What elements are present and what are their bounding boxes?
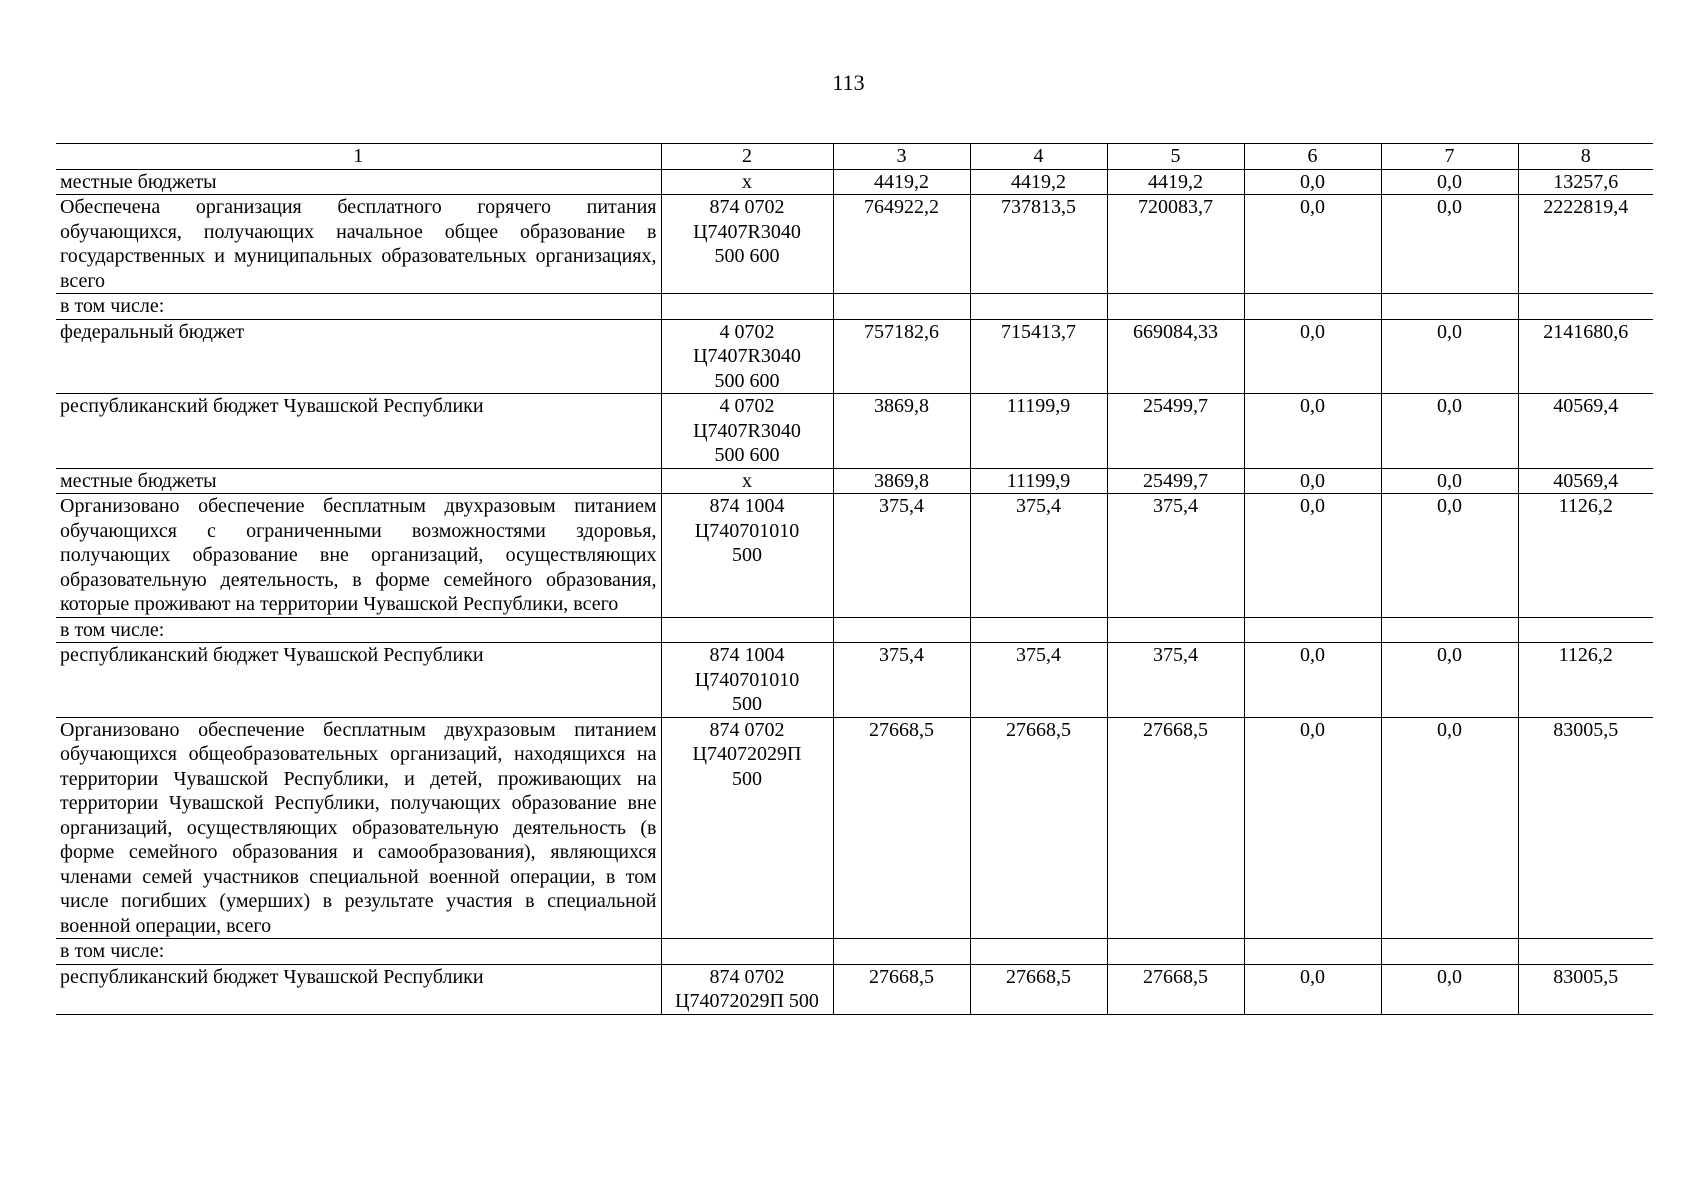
row-value-col-5: 25499,7 <box>1107 468 1244 494</box>
row-value-col-7: 0,0 <box>1381 717 1518 939</box>
budget-code-line: 874 0702 <box>709 965 785 988</box>
row-value-col-5: 4419,2 <box>1107 169 1244 195</box>
header-row <box>56 144 1653 170</box>
row-value-col-6 <box>1244 939 1381 965</box>
row-value-col-4: 4419,2 <box>970 169 1107 195</box>
table-row <box>56 494 1653 618</box>
budget-code-line: Ц740701010 <box>694 519 800 542</box>
budget-code-line: 874 0702 <box>709 196 785 218</box>
table-row <box>56 394 1653 469</box>
budget-code-line: 874 1004 <box>709 495 785 517</box>
row-value-col-4: 375,4 <box>970 643 1107 718</box>
row-description: Организовано обеспечение бесплатным двухразовым питанием обучающихся с ограниченными возможностями здоровья, получающих образование вне организаций, осуществляющих образовательную деятельность, в форме семейного образования, которые проживают на территории Чувашской Республики, всего <box>56 494 661 618</box>
row-value-col-7: 0,0 <box>1381 169 1518 195</box>
row-description: местные бюджеты <box>56 169 661 195</box>
row-value-col-6: 0,0 <box>1244 964 1381 1014</box>
budget-table <box>56 143 1653 1015</box>
column-header: 3 <box>833 144 970 170</box>
row-budget-code <box>661 195 833 294</box>
row-budget-code <box>661 494 833 618</box>
row-value-col-3: 375,4 <box>833 494 970 618</box>
row-value-col-8 <box>1518 939 1653 965</box>
row-value-col-6: 0,0 <box>1244 468 1381 494</box>
budget-code-line: Ц7407R3040 <box>693 419 801 442</box>
row-value-col-5: 375,4 <box>1107 643 1244 718</box>
column-header: 7 <box>1381 144 1518 170</box>
row-value-col-7 <box>1381 939 1518 965</box>
row-value-col-6: 0,0 <box>1244 394 1381 469</box>
row-value-col-5: 27668,5 <box>1107 964 1244 1014</box>
row-description: республиканский бюджет Чувашской Республики <box>56 964 661 1014</box>
row-value-col-3 <box>833 939 970 965</box>
row-value-col-8: 83005,5 <box>1518 717 1653 939</box>
table-row <box>56 294 1653 320</box>
row-description: местные бюджеты <box>56 468 661 494</box>
budget-code-line: Ц7407R3040 <box>693 345 801 367</box>
table-row <box>56 643 1653 718</box>
row-value-col-4: 737813,5 <box>970 195 1107 294</box>
row-value-col-8: 40569,4 <box>1518 468 1653 494</box>
row-value-col-6: 0,0 <box>1244 195 1381 294</box>
row-value-col-7: 0,0 <box>1381 643 1518 718</box>
column-header: 2 <box>661 144 833 170</box>
row-value-col-8: 1126,2 <box>1518 494 1653 618</box>
row-value-col-3: 27668,5 <box>833 717 970 939</box>
row-description: в том числе: <box>56 617 661 643</box>
row-value-col-6: 0,0 <box>1244 169 1381 195</box>
row-value-col-3: 4419,2 <box>833 169 970 195</box>
row-budget-code <box>661 717 833 939</box>
row-value-col-8: 83005,5 <box>1518 964 1653 1014</box>
table-row <box>56 468 1653 494</box>
budget-code-line: 874 0702 <box>709 718 785 741</box>
row-value-col-4: 11199,9 <box>970 394 1107 469</box>
row-value-col-5: 25499,7 <box>1107 394 1244 469</box>
row-value-col-7: 0,0 <box>1381 394 1518 469</box>
row-value-col-6: 0,0 <box>1244 717 1381 939</box>
row-value-col-3: 757182,6 <box>833 319 970 394</box>
row-value-col-7: 0,0 <box>1381 319 1518 394</box>
row-value-col-4 <box>970 939 1107 965</box>
budget-code-line: 500 <box>732 693 762 715</box>
row-budget-code <box>661 939 833 965</box>
table-row <box>56 939 1653 965</box>
row-value-col-5: 375,4 <box>1107 494 1244 618</box>
row-value-col-5 <box>1107 939 1244 965</box>
row-value-col-3: 764922,2 <box>833 195 970 294</box>
table-row <box>56 169 1653 195</box>
row-description: республиканский бюджет Чувашской Республики <box>56 394 661 469</box>
row-value-col-4: 11199,9 <box>970 468 1107 494</box>
budget-code-line: 500 600 <box>714 444 780 466</box>
row-value-col-3: 3869,8 <box>833 468 970 494</box>
row-value-col-5 <box>1107 617 1244 643</box>
budget-code-line: х <box>742 170 752 193</box>
column-header: 6 <box>1244 144 1381 170</box>
budget-code-line: Ц74072029П 500 <box>675 990 819 1012</box>
budget-code-line: 500 600 <box>714 245 780 267</box>
column-header: 1 <box>56 144 661 170</box>
row-budget-code <box>661 169 833 195</box>
row-budget-code <box>661 294 833 320</box>
row-value-col-6: 0,0 <box>1244 494 1381 618</box>
row-value-col-4 <box>970 617 1107 643</box>
row-budget-code <box>661 319 833 394</box>
row-budget-code <box>661 964 833 1014</box>
row-value-col-8: 2222819,4 <box>1518 195 1653 294</box>
row-value-col-6 <box>1244 294 1381 320</box>
row-value-col-8 <box>1518 617 1653 643</box>
row-value-col-7: 0,0 <box>1381 964 1518 1014</box>
row-value-col-7: 0,0 <box>1381 468 1518 494</box>
row-value-col-8: 2141680,6 <box>1518 319 1653 394</box>
row-value-col-8: 40569,4 <box>1518 394 1653 469</box>
budget-code-line: Ц7407R3040 <box>693 220 801 243</box>
row-value-col-3: 3869,8 <box>833 394 970 469</box>
row-budget-code <box>661 617 833 643</box>
row-value-col-4: 715413,7 <box>970 319 1107 394</box>
row-value-col-3 <box>833 294 970 320</box>
table-row <box>56 617 1653 643</box>
row-value-col-6: 0,0 <box>1244 643 1381 718</box>
budget-code-line: 874 1004 <box>709 644 785 666</box>
table-row <box>56 717 1653 939</box>
row-value-col-5: 27668,5 <box>1107 717 1244 939</box>
row-value-col-4 <box>970 294 1107 320</box>
row-value-col-8 <box>1518 294 1653 320</box>
budget-code-line: 4 0702 <box>719 320 775 343</box>
row-description: республиканский бюджет Чувашской Республики <box>56 643 661 718</box>
page-number: 113 <box>832 70 865 95</box>
table-row <box>56 195 1653 294</box>
row-value-col-3: 27668,5 <box>833 964 970 1014</box>
budget-code-line: 500 <box>732 767 762 790</box>
budget-code-line: Ц74072029П <box>692 743 802 765</box>
row-value-col-7 <box>1381 294 1518 320</box>
budget-code-line: 4 0702 <box>719 395 775 417</box>
row-budget-code <box>661 643 833 718</box>
row-value-col-7 <box>1381 617 1518 643</box>
row-value-col-8: 1126,2 <box>1518 643 1653 718</box>
budget-code-line: х <box>742 469 752 492</box>
column-header: 4 <box>970 144 1107 170</box>
row-value-col-6 <box>1244 617 1381 643</box>
row-budget-code <box>661 394 833 469</box>
row-value-col-4: 27668,5 <box>970 964 1107 1014</box>
table-row <box>56 964 1653 1014</box>
row-description: федеральный бюджет <box>56 319 661 394</box>
row-value-col-5: 720083,7 <box>1107 195 1244 294</box>
row-value-col-3 <box>833 617 970 643</box>
row-description: Обеспечена организация бесплатного горячего питания обучающихся, получающих начальное общее образование в государственных и муниципальных образовательных организациях, всего <box>56 195 661 294</box>
row-description: в том числе: <box>56 294 661 320</box>
budget-code-line: 500 <box>732 544 762 566</box>
budget-code-line: 500 600 <box>714 369 780 392</box>
row-budget-code <box>661 468 833 494</box>
row-value-col-7: 0,0 <box>1381 195 1518 294</box>
row-value-col-6: 0,0 <box>1244 319 1381 394</box>
row-value-col-7: 0,0 <box>1381 494 1518 618</box>
row-value-col-4: 375,4 <box>970 494 1107 618</box>
row-description: Организовано обеспечение бесплатным двухразовым питанием обучающихся общеобразовательных организаций, находящихся на территории Чувашской Республики, и детей, проживающих на территории Чувашской Республики, получающих образование вне организаций, осуществляющих образовательную деятельность (в форме семейного образования и самообразования), являющихся членами семей участников специальной военной операции, в том числе погибших (умерших) в результате участия в специальной военной операции, всего <box>56 717 661 939</box>
row-value-col-4: 27668,5 <box>970 717 1107 939</box>
row-value-col-8: 13257,6 <box>1518 169 1653 195</box>
table-row <box>56 319 1653 394</box>
row-value-col-3: 375,4 <box>833 643 970 718</box>
row-value-col-5: 669084,33 <box>1107 319 1244 394</box>
column-header: 5 <box>1107 144 1244 170</box>
budget-code-line: Ц740701010 <box>694 668 800 691</box>
row-value-col-5 <box>1107 294 1244 320</box>
column-header: 8 <box>1518 144 1653 170</box>
table-body <box>56 144 1653 1015</box>
row-description: в том числе: <box>56 939 661 965</box>
